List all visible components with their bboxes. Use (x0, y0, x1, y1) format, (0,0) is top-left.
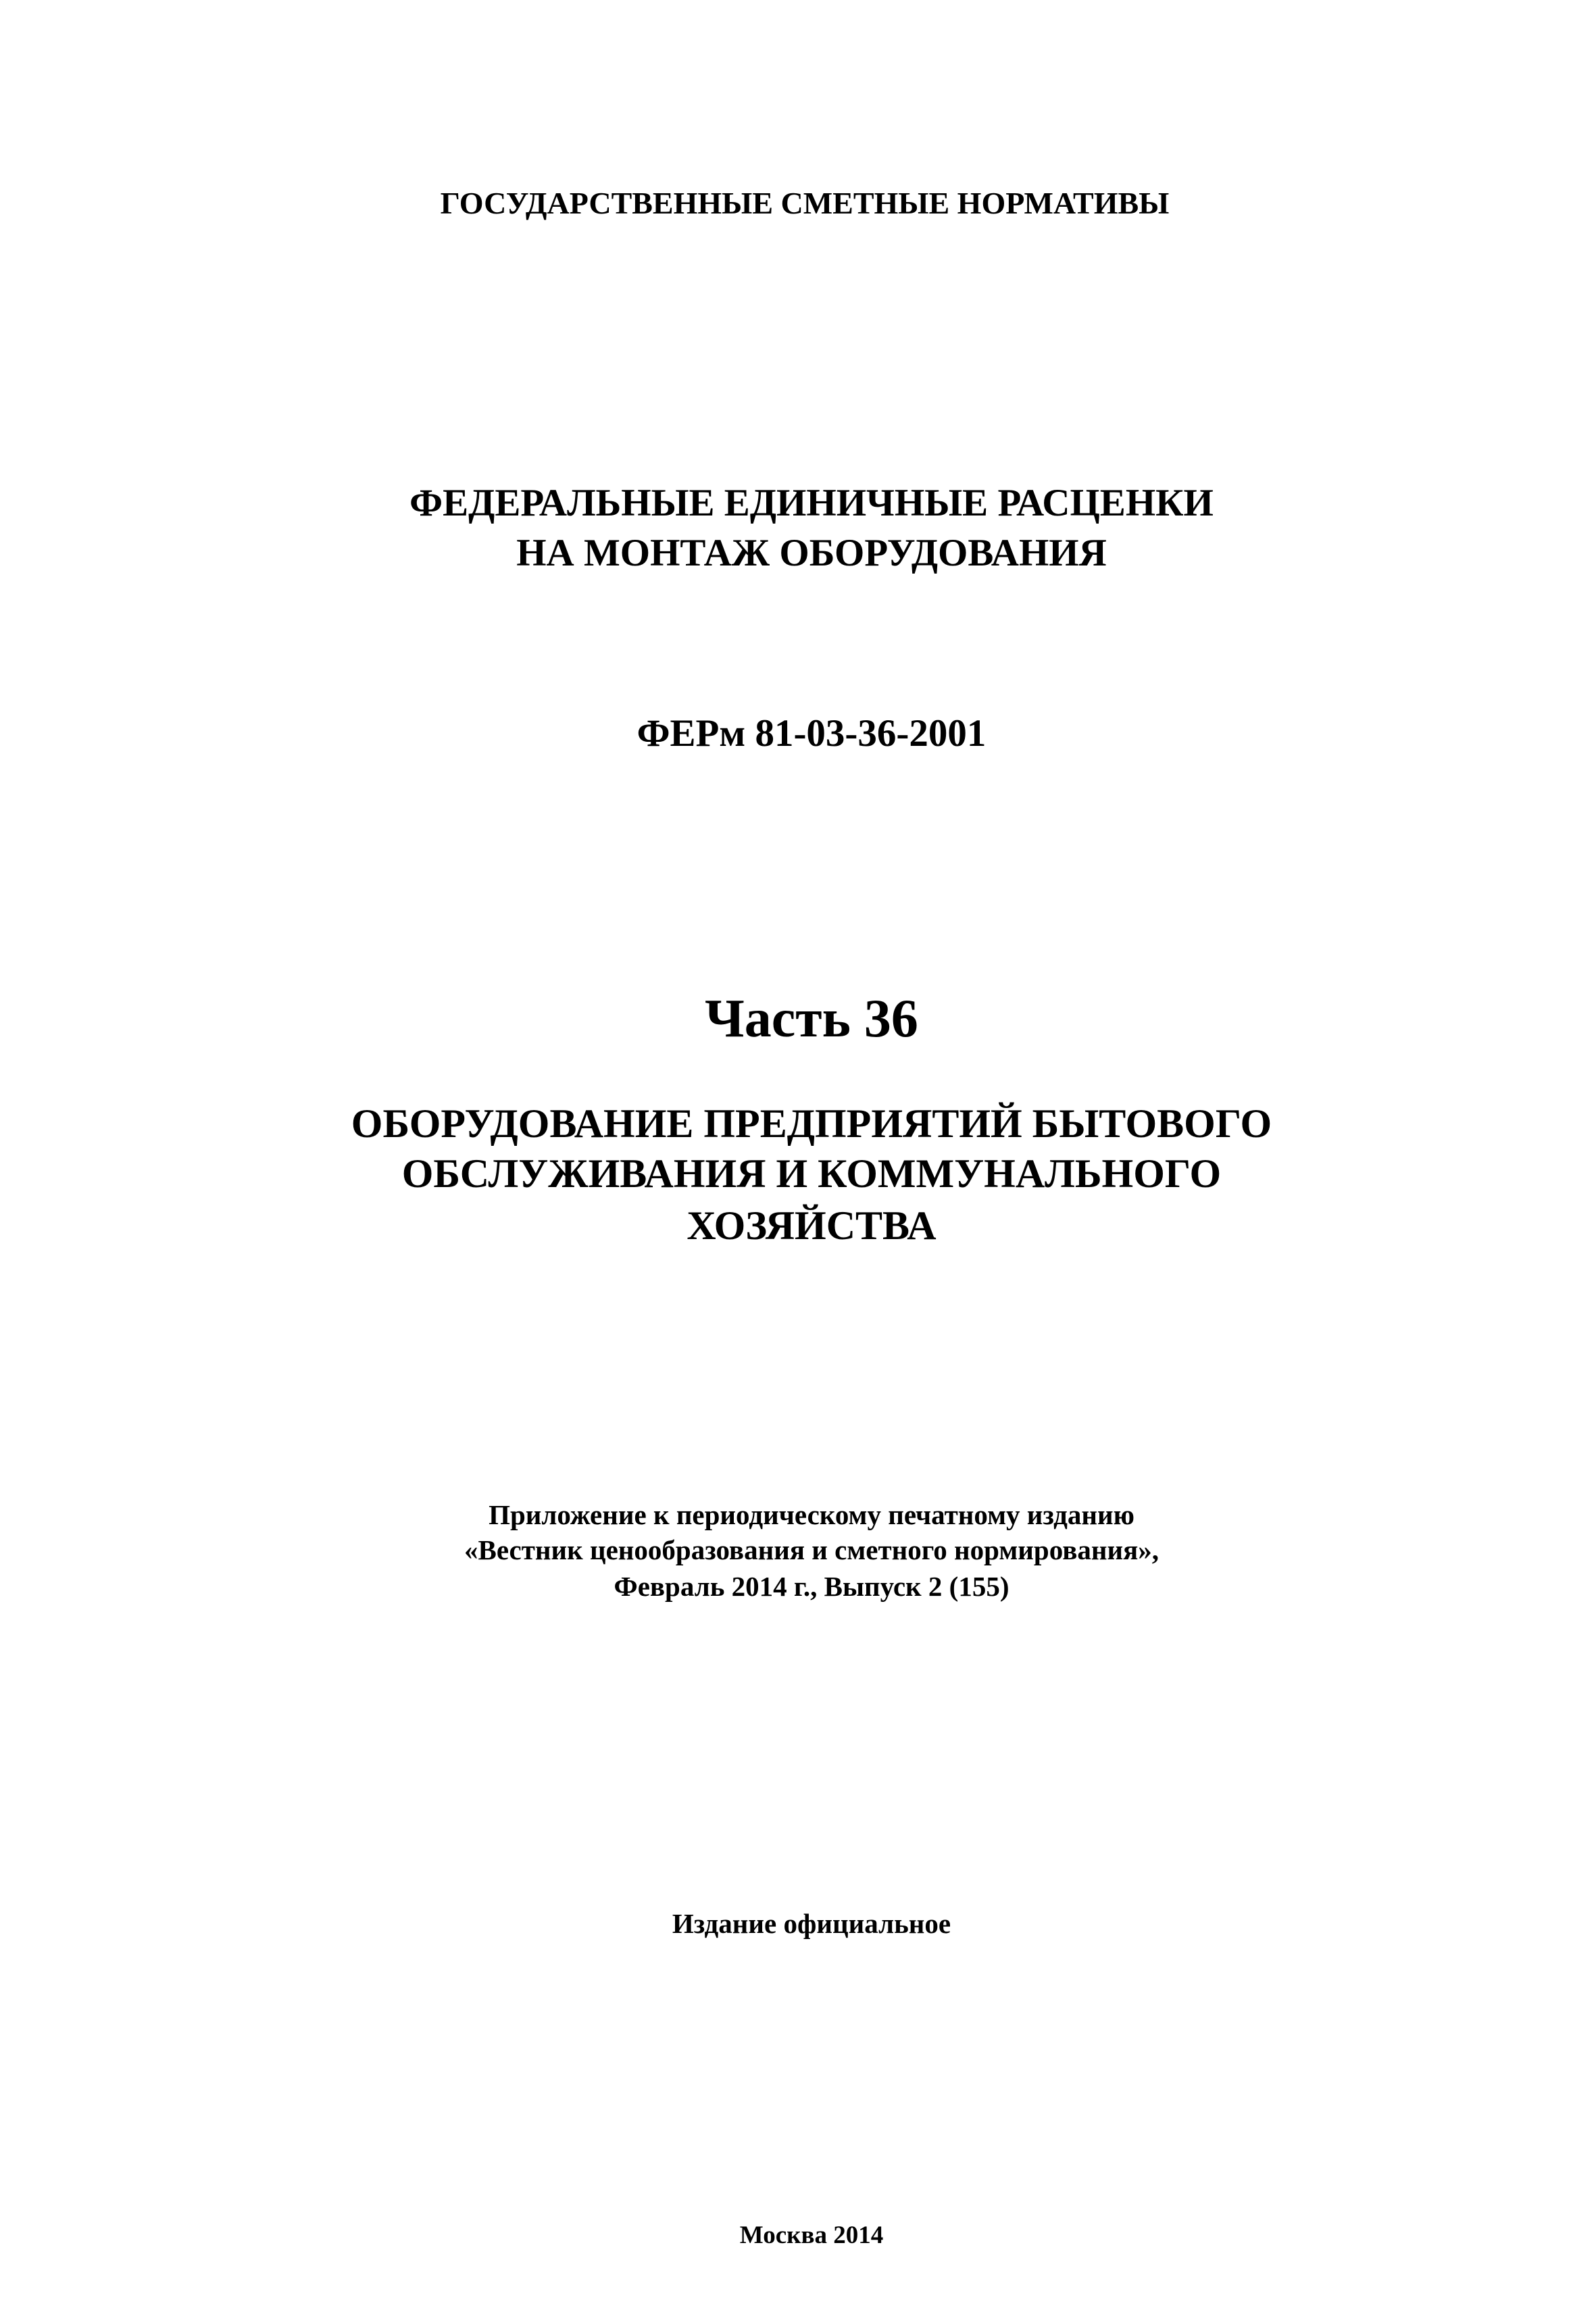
appendix-line-1: Приложение к периодическому печатному изданию (489, 1499, 1134, 1530)
title-line-1: ФЕДЕРАЛЬНЫЕ ЕДИНИЧНЫЕ РАСЦЕНКИ (409, 482, 1214, 524)
title-line-2: НА МОНТАЖ ОБОРУДОВАНИЯ (516, 532, 1107, 574)
subject-line-2: ОБСЛУЖИВАНИЯ И КОММУНАЛЬНОГО (401, 1151, 1222, 1196)
series-heading: ГОСУДАРСТВЕННЫЕ СМЕТНЫЕ НОРМАТИВЫ (440, 186, 1170, 220)
appendix-line-3: Февраль 2014 г., Выпуск 2 (155) (614, 1571, 1009, 1602)
appendix-line-2: «Вестник ценообразования и сметного нормирования», (464, 1534, 1159, 1565)
edition-note: Издание официальное (672, 1908, 951, 1939)
document-code: ФЕРм 81-03-36-2001 (637, 712, 987, 755)
subject-line-1: ОБОРУДОВАНИЕ ПРЕДПРИЯТИЙ БЫТОВОГО (351, 1101, 1272, 1146)
part-heading: Часть 36 (705, 989, 918, 1049)
place-year: Москва 2014 (739, 2221, 884, 2249)
subject-line-3: ХОЗЯЙСТВА (687, 1203, 937, 1248)
